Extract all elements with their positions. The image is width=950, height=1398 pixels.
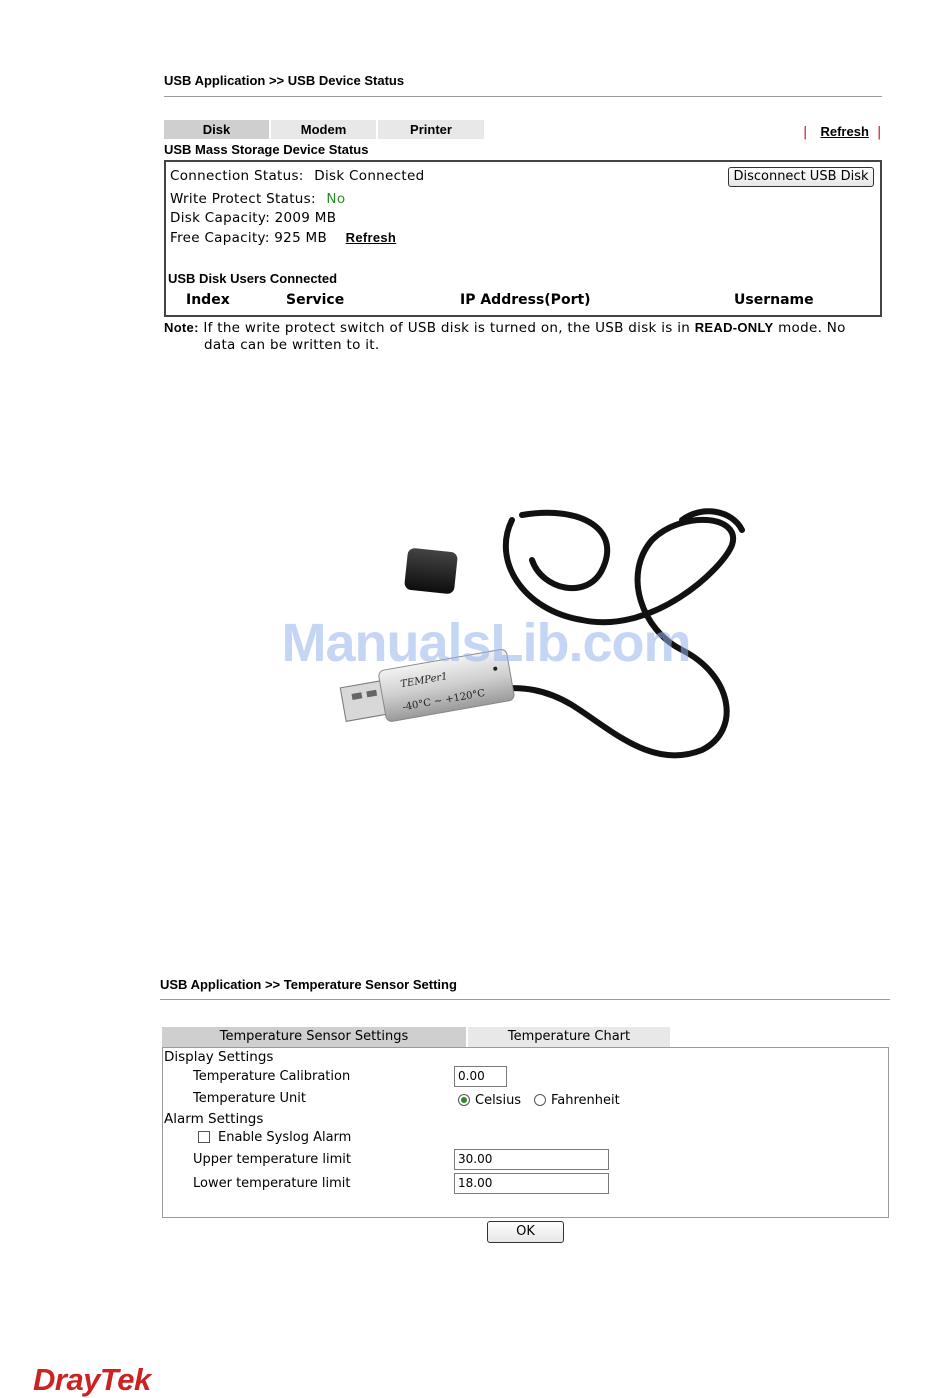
alarm-settings-heading: Alarm Settings [164,1111,264,1127]
syslog-alarm-label: Enable Syslog Alarm [218,1130,352,1145]
page-breadcrumb: USB Application >> USB Device Status [164,73,405,88]
note-text-line2: data can be written to it. [204,337,380,353]
note [164,319,884,354]
tab-disk[interactable]: Disk [164,120,269,139]
celsius-radio[interactable] [458,1094,470,1106]
calibration-label: Temperature Calibration [193,1069,351,1084]
note-label: Note: [164,320,199,335]
column-header-service: Service [286,292,345,308]
fahrenheit-label: Fahrenheit [551,1093,620,1108]
display-settings-heading: Display Settings [164,1049,274,1065]
tab-temperature-chart[interactable]: Temperature Chart [468,1027,670,1047]
refresh-capacity-link[interactable]: Refresh [345,230,397,245]
fahrenheit-radio[interactable] [534,1094,546,1106]
write-protect-value: No [326,191,346,207]
divider [164,96,882,97]
watermark: ManualsLib.com [281,613,691,673]
sensor-brand-label: TEMPer1 [399,671,449,691]
note-text-end: mode. No [778,320,846,336]
temp-page-breadcrumb: USB Application >> Temperature Sensor Setting [160,977,457,992]
users-connected-title: USB Disk Users Connected [168,271,338,286]
column-header-username: Username [734,292,814,308]
tab-printer[interactable]: Printer [378,120,484,139]
connection-status-label: Connection Status: [170,168,304,184]
separator: | [877,125,882,140]
note-read-only: READ-ONLY [694,320,774,335]
syslog-alarm-checkbox[interactable] [198,1131,210,1143]
upper-limit-input[interactable]: 30.00 [454,1149,609,1170]
refresh-link[interactable]: Refresh [820,124,869,139]
note-text: If the write protect switch of USB disk is turned on, the USB disk is in [203,320,691,336]
free-capacity-text: Free Capacity: 925 MB [170,230,328,246]
connection-status [170,168,424,184]
write-protect-label: Write Protect Status: [170,191,316,207]
tab-modem[interactable]: Modem [271,120,376,139]
celsius-label: Celsius [475,1093,522,1108]
disconnect-usb-disk-button[interactable]: Disconnect USB Disk [728,167,874,187]
refresh-link-group [803,121,881,140]
upper-limit-label: Upper temperature limit [193,1152,351,1167]
temperature-calibration-input[interactable]: 0.00 [454,1066,507,1087]
column-header-ip-address: IP Address(Port) [460,292,591,308]
ok-button[interactable]: OK [487,1221,564,1243]
tab-temperature-sensor-settings[interactable]: Temperature Sensor Settings [162,1027,466,1047]
free-capacity [170,230,396,246]
connection-status-value: Disk Connected [314,168,425,184]
section-title: USB Mass Storage Device Status [164,142,369,157]
lower-limit-input[interactable]: 18.00 [454,1173,609,1194]
lower-limit-label: Lower temperature limit [193,1176,351,1191]
divider [160,999,890,1000]
temperature-unit-label: Temperature Unit [193,1091,306,1106]
draytek-logo: DrayTek [33,1362,151,1397]
write-protect-status [170,191,345,207]
disk-capacity: Disk Capacity: 2009 MB [170,210,337,226]
sensor-range-label: -40°C ~ +120°C [401,687,486,714]
separator: | [803,125,808,140]
column-header-index: Index [186,292,230,308]
sensor-cap-icon [404,548,458,595]
